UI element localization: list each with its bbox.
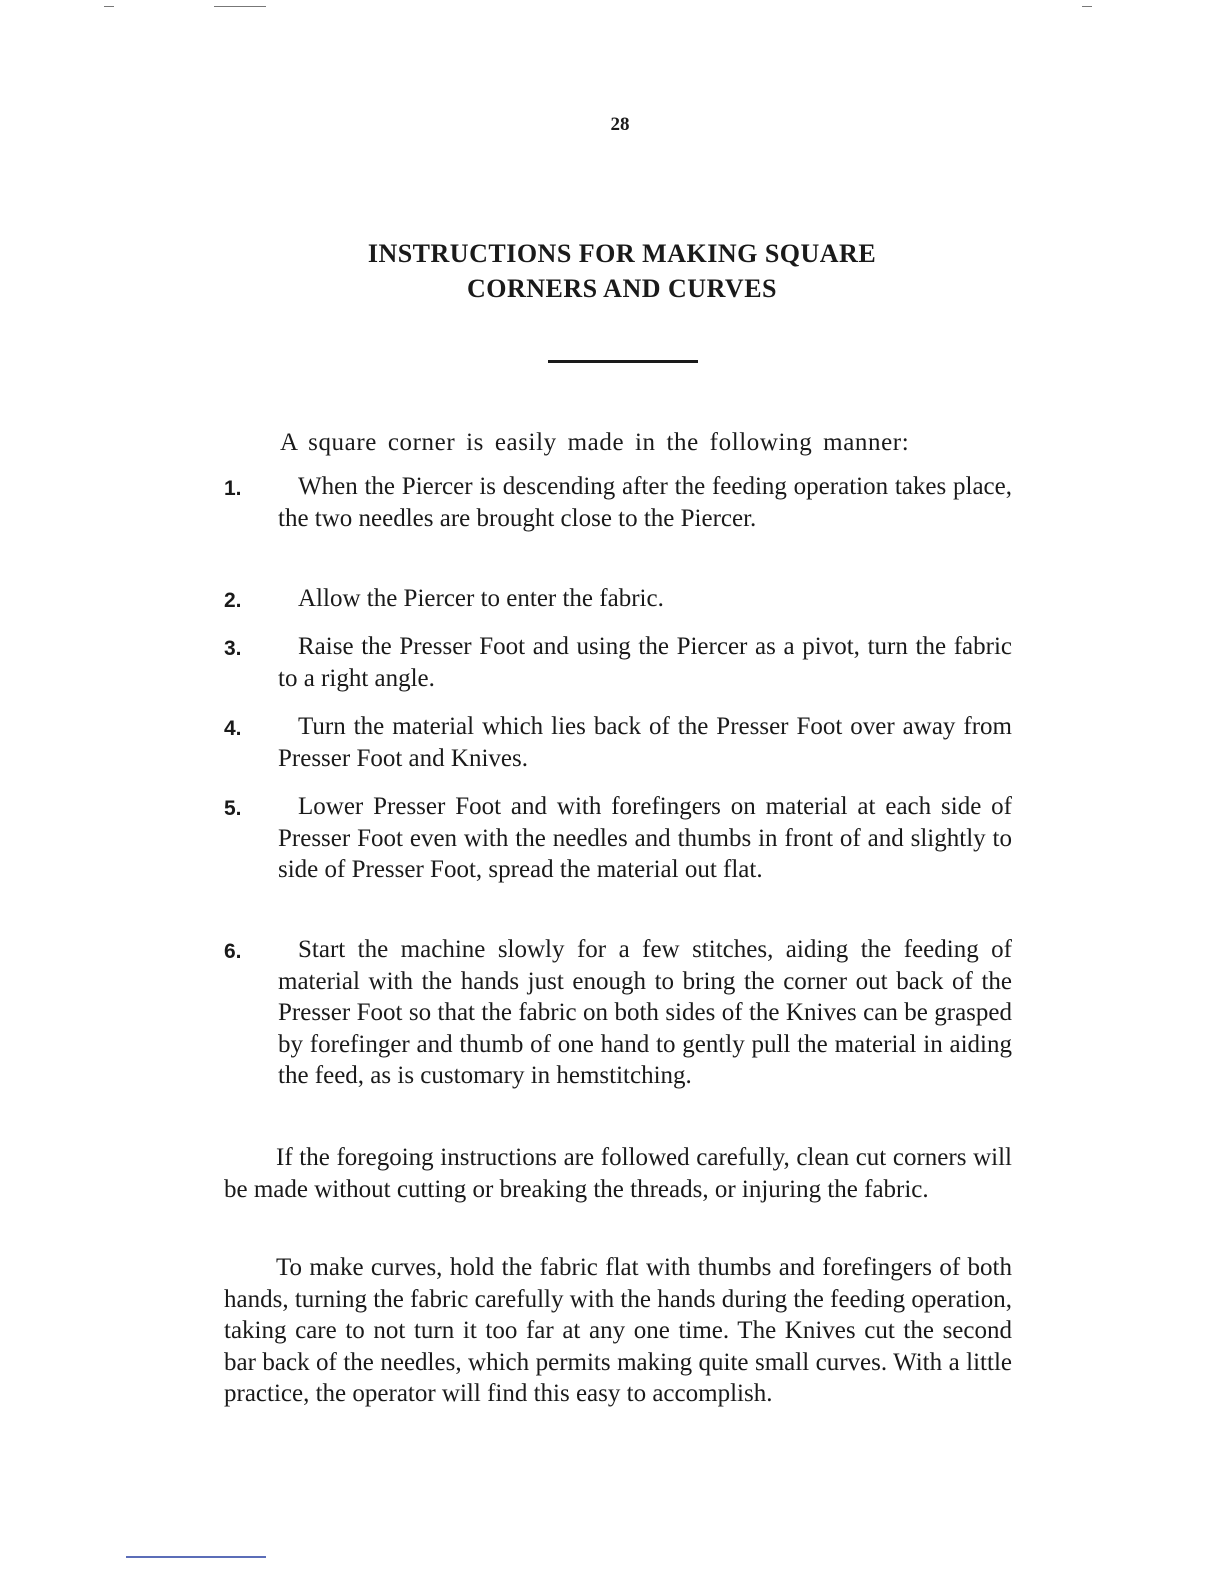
list-item [224, 711, 1012, 774]
title-divider [548, 360, 698, 363]
step-text: Turn the material which lies back of the Presser Foot over away from Presser Foot and Knives. [278, 713, 1012, 772]
list-item [224, 934, 1012, 1092]
step-number: 3. [224, 637, 242, 660]
title-line-1: INSTRUCTIONS FOR MAKING SQUARE [367, 239, 877, 268]
step-number: 4. [224, 717, 242, 740]
title-line-2: CORNERS AND CURVES [466, 274, 778, 303]
scan-edge-mark [126, 1556, 266, 1558]
step-text: When the Piercer is descending after the feeding operation takes place, the two needles are brought close to the Piercer. [278, 473, 1012, 532]
page-title [0, 236, 1224, 306]
scan-edge-mark [1082, 6, 1092, 7]
scan-edge-mark [214, 6, 266, 7]
step-text: Raise the Presser Foot and using the Piercer as a pivot, turn the fabric to a right angle. [278, 633, 1012, 692]
page-number: 28 [610, 114, 630, 135]
step-text: Start the machine slowly for a few stitches, aiding the feeding of material with the hands just enough to bring the corner out back of the Presser Foot so that the fabric on both sides of the Knives can be grasped by forefinger and thumb of one hand to gently pull the material in aiding the feed, as is customary in hemstitching. [278, 936, 1012, 1089]
step-number: 6. [224, 940, 242, 963]
list-item [224, 471, 1012, 534]
step-number: 2. [224, 589, 242, 612]
step-text: Lower Presser Foot and with forefingers on material at each side of Presser Foot even with the needles and thumbs in front of and slightly to side of Presser Foot, spread the material out flat. [278, 793, 1012, 883]
scan-edge-mark [104, 6, 114, 7]
list-item [224, 583, 1012, 615]
list-item [224, 631, 1012, 694]
list-item [224, 791, 1012, 886]
closing-paragraph: To make curves, hold the fabric flat with thumbs and forefingers of both hands, turning the fabric carefully with the hands during the feeding operation, taking care to not turn it too far at any one time. The Knives cut the second bar back of the needles, which permits making quite small curves. With a little practice, the operator will find this easy to accomplish. [224, 1254, 1012, 1407]
step-number: 5. [224, 797, 242, 820]
step-text: Allow the Piercer to enter the fabric. [298, 585, 664, 612]
intro-paragraph: A square corner is easily made in the following manner: [280, 429, 910, 456]
step-number: 1. [224, 477, 242, 500]
closing-paragraph: If the foregoing instructions are followed carefully, clean cut corners will be made without cutting or breaking the threads, or injuring the fabric. [224, 1144, 1012, 1203]
